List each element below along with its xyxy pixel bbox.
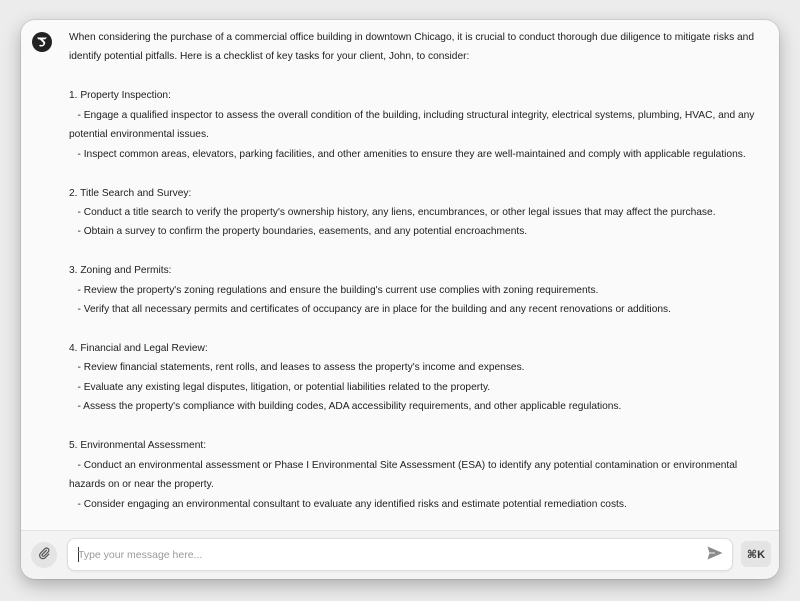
send-arrow-icon xyxy=(706,545,724,566)
message-line: 5. Environmental Assessment: xyxy=(69,440,207,452)
message-input[interactable] xyxy=(78,539,688,570)
message-line: - Review financial statements, rent rolls, and leases to assess the property's income and expenses. xyxy=(69,362,525,374)
shortcut-label: ⌘K xyxy=(746,548,766,561)
message-line: hazards on or near the property. xyxy=(69,479,214,491)
message-line: 4. Financial and Legal Review: xyxy=(69,343,208,354)
message-line: - Inspect common areas, elevators, parking facilities, and other amenities to ensure they are well-maintained and comply with applicable regulations. xyxy=(69,148,746,160)
chat-window xyxy=(21,20,779,579)
assistant-logo-icon xyxy=(32,32,52,52)
message-input-container[interactable] xyxy=(67,538,733,571)
paragraph-gap xyxy=(69,417,769,436)
assistant-message xyxy=(69,28,769,514)
paragraph-gap xyxy=(69,164,769,183)
message-line: - Evaluate any existing legal disputes, litigation, or potential liabilities related to the property. xyxy=(69,381,491,393)
attach-button[interactable] xyxy=(31,542,57,568)
paragraph-gap xyxy=(69,242,769,261)
paragraph-gap xyxy=(69,320,769,339)
message-line: - Consider engaging an environmental consultant to evaluate any identified risks and estimate potential remediation costs. xyxy=(69,498,627,510)
command-k-button[interactable] xyxy=(741,541,771,567)
send-button[interactable] xyxy=(704,545,726,565)
message-area[interactable] xyxy=(21,20,779,530)
message-line: 3. Zoning and Permits: xyxy=(69,265,172,277)
paragraph-gap xyxy=(69,67,769,86)
paperclip-icon xyxy=(37,546,51,565)
message-line: 1. Property Inspection: xyxy=(69,90,171,102)
message-line: identify potential pitfalls. Here is a checklist of key tasks for your client, John, to consider: xyxy=(69,51,470,63)
message-line: - Verify that all necessary permits and certificates of occupancy are in place for the building and any recent renovations or additions. xyxy=(69,304,671,316)
message-line: potential environmental issues. xyxy=(69,129,209,141)
message-line: - Assess the property's compliance with building codes, ADA accessibility requirements, and other applicable regulations. xyxy=(69,401,622,413)
composer-bar xyxy=(21,531,779,579)
message-line: - Conduct a title search to verify the property's ownership history, any liens, encumbrances, or other legal issues that may affect the purchase. xyxy=(69,206,716,218)
message-line: - Conduct an environmental assessment or Phase I Environmental Site Assessment (ESA) to identify any potential contamination or environmental xyxy=(69,459,738,471)
message-line: - Obtain a survey to confirm the property boundaries, easements, and any potential encroachments. xyxy=(69,226,528,238)
message-line: - Review the property's zoning regulations and ensure the building's current use complies with zoning requirements. xyxy=(69,284,599,296)
message-line: - Engage a qualified inspector to assess the overall condition of the building, including structural integrity, electrical systems, plumbing, HVAC, and any xyxy=(69,109,755,121)
message-line: When considering the purchase of a commercial office building in downtown Chicago, it is crucial to conduct thorough due diligence to mitigate risks and xyxy=(69,32,755,43)
message-line: 2. Title Search and Survey: xyxy=(69,187,192,199)
